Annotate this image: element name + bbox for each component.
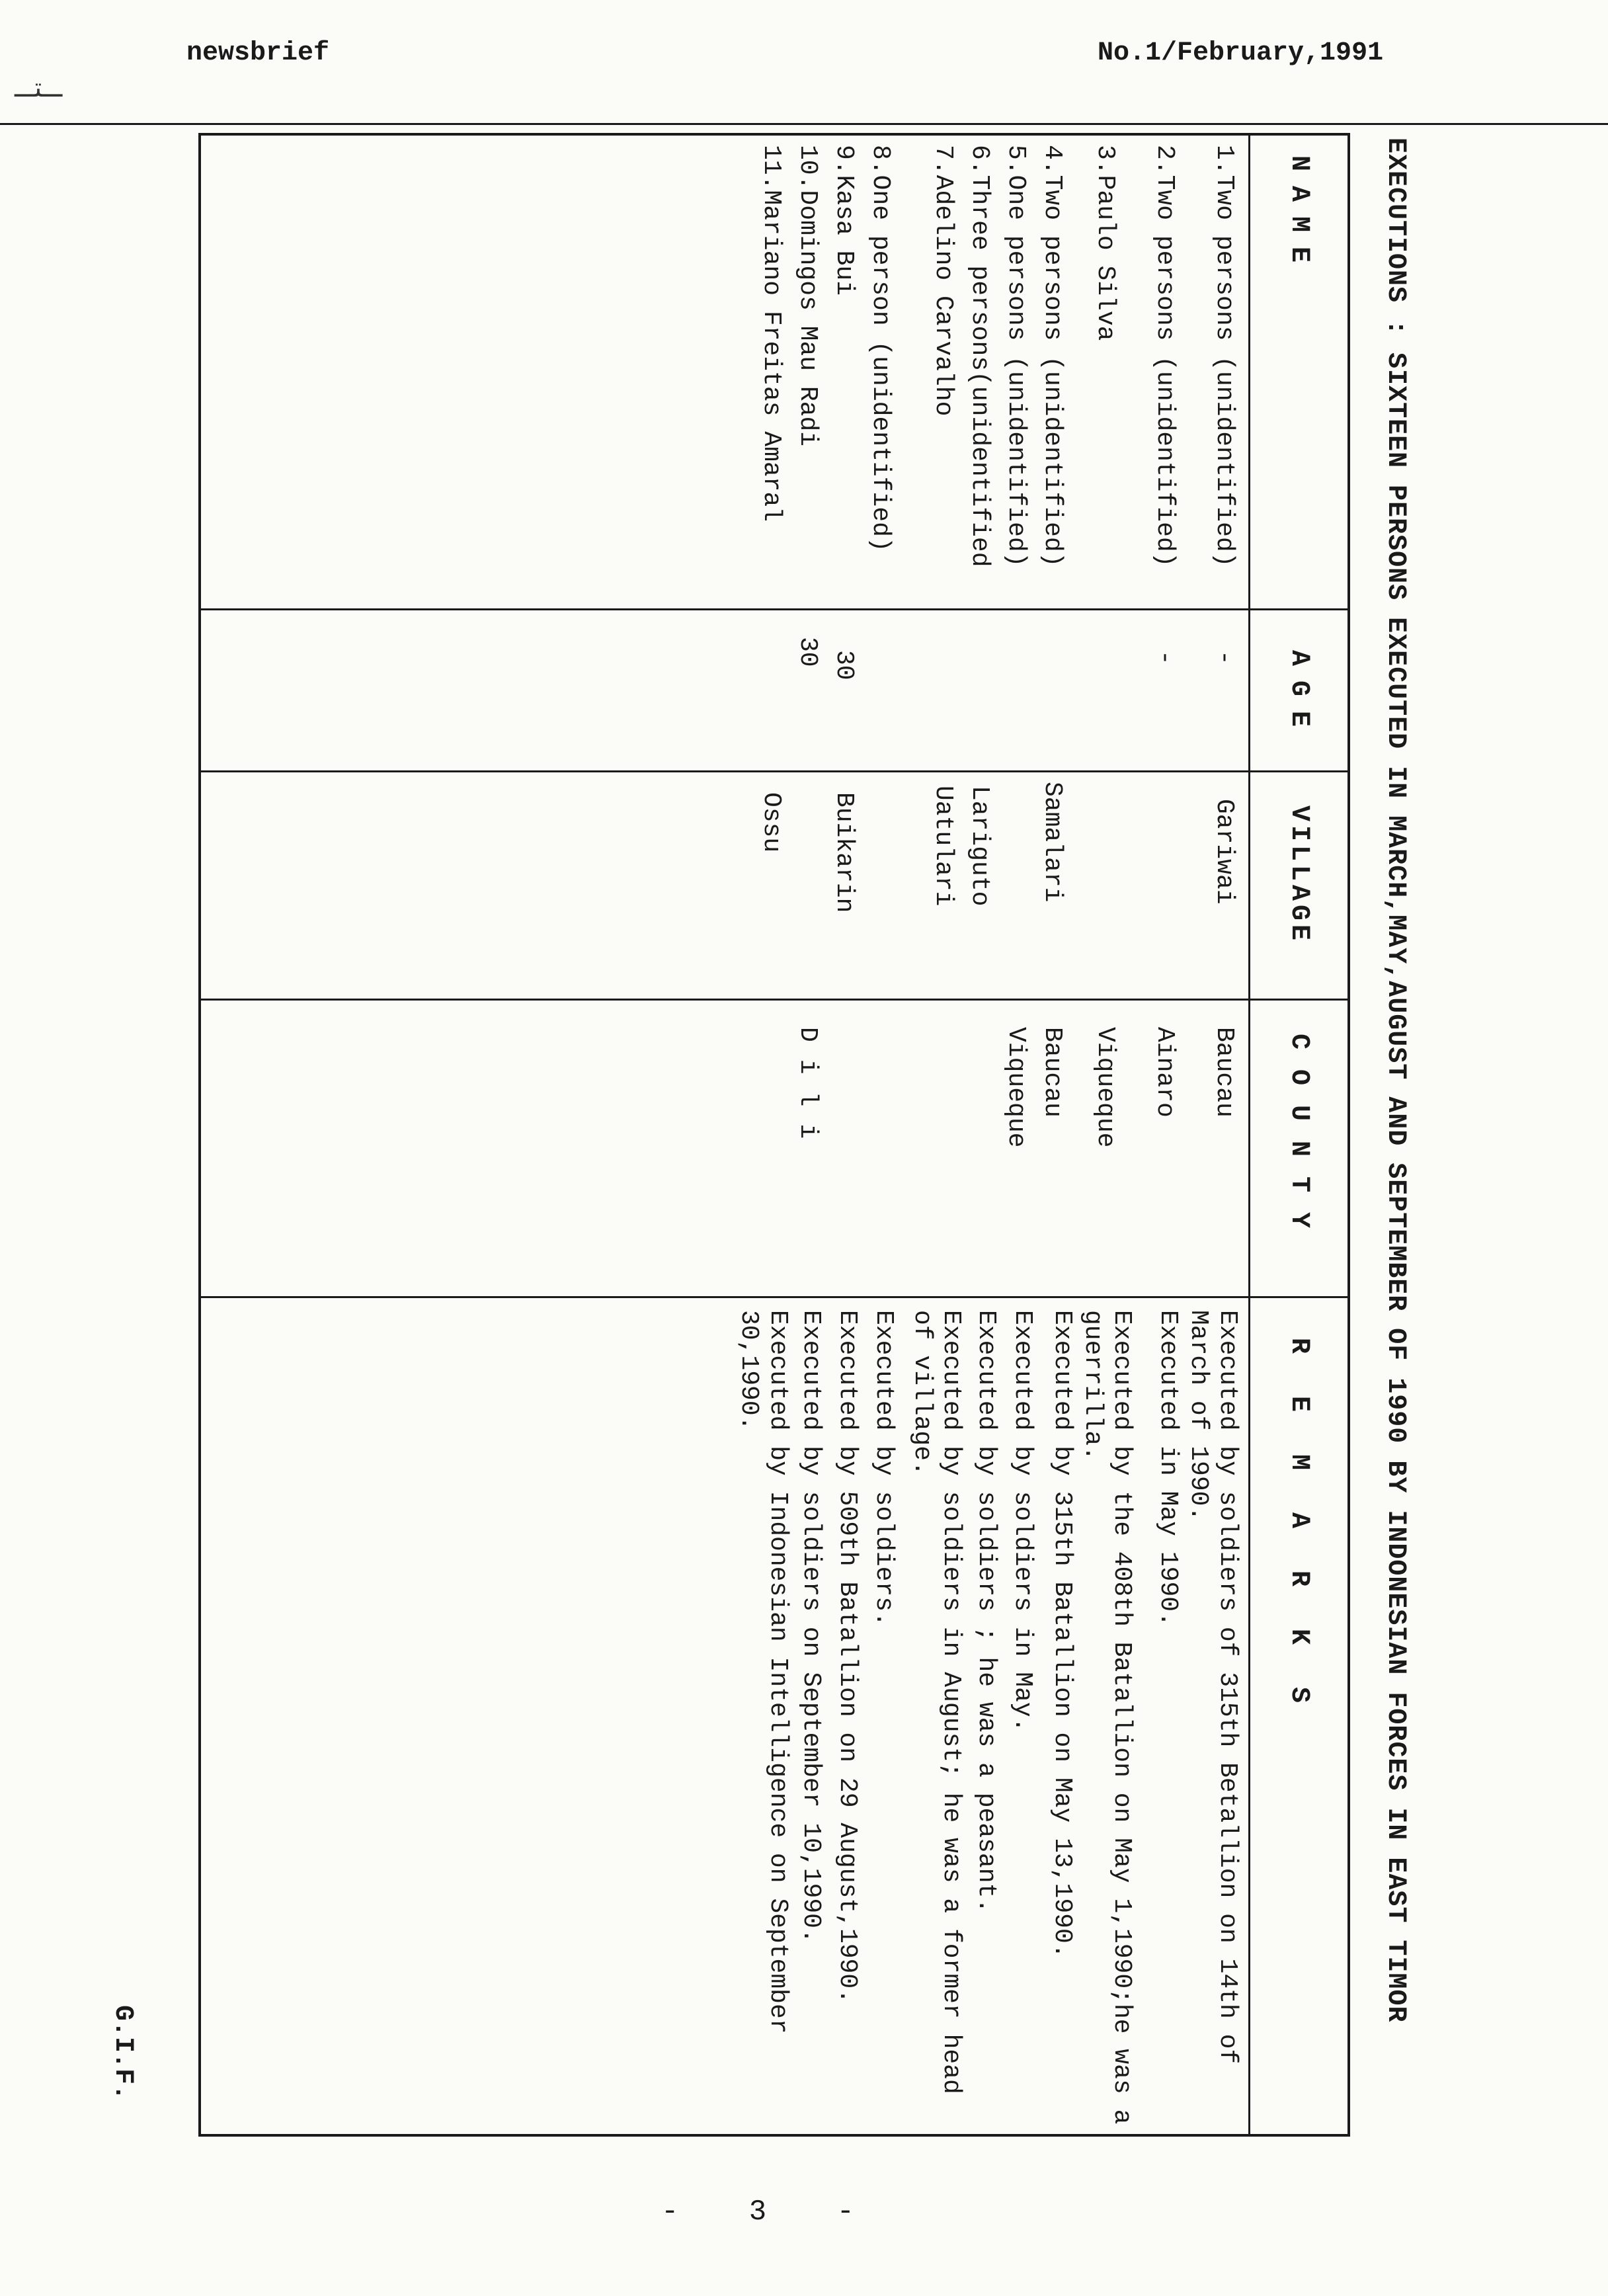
village-cell: Buikarin (830, 792, 858, 913)
remarks-cell: Executed by soldiers in May. (1008, 1310, 1037, 1733)
county-cell: Baucau (1210, 1027, 1238, 1118)
village-cell: Uatulari (929, 786, 957, 907)
age-cell: - (1150, 650, 1179, 665)
age-cell: - (1210, 650, 1238, 665)
remarks-cell: Executed by soldiers of 315th Betallion on 14th of March of 1990. (1184, 1310, 1242, 2065)
table-row: 11.Mariano Freitas Amaral (757, 145, 785, 522)
executions-table (198, 133, 1350, 2137)
village-cell: Lariguto (965, 786, 994, 907)
header-rule (0, 123, 1608, 125)
remarks-cell: Executed by the 408th Batallion on May 1,1990;he was a guerrilla. (1078, 1310, 1136, 2125)
page-number: - 3 - (661, 2195, 881, 2229)
author-initials: G.I.F. (108, 2005, 138, 2101)
remarks-header: REMARKS (1248, 1298, 1347, 2134)
table-row: 1.Two persons (unidentified) (1210, 145, 1238, 567)
county-column (201, 999, 1347, 1296)
name-header: NAME (1248, 136, 1347, 608)
remarks-column (201, 1296, 1347, 2134)
county-cell: Ainaro (1150, 1027, 1179, 1118)
newsletter-name: newsbrief (186, 38, 330, 68)
village-header: VILLAGE (1248, 772, 1347, 999)
table-row: 3.Paulo Silva (1091, 145, 1119, 341)
remarks-cell: Executed by soldiers in August; he was a former head of village. (908, 1310, 965, 2094)
margin-mark: ـتـ (15, 75, 63, 105)
village-cell: Samalari (1038, 782, 1066, 903)
village-cell: Ossu (757, 792, 785, 853)
issue-date: No.1/February,1991 (1098, 38, 1384, 68)
table-row: 10.Domingos Mau Radi (793, 145, 822, 447)
age-cell: 30 (793, 637, 822, 667)
age-header: AGE (1248, 610, 1347, 770)
county-header: COUNTY (1248, 1001, 1347, 1296)
remarks-cell: Executed by Indonesian Intelligence on September 30,1990. (735, 1310, 792, 2034)
remarks-cell: Executed by 315th Batallion on May 13,1990. (1048, 1310, 1076, 1959)
table-row: 8.One person (unidentified) (866, 145, 895, 552)
county-cell: Baucau (1038, 1027, 1066, 1118)
age-cell: 30 (830, 650, 858, 680)
table-title: EXECUTIONS : SIXTEEN PERSONS EXECUTED IN MARCH,MAY,AUGUST AND SEPTEMBER OF 1990 BY INDONESIAN FORCES IN EAST TIMOR (1381, 138, 1410, 2023)
remarks-cell: Executed by soldiers ; he was a peasant. (972, 1310, 1000, 1914)
table-row: 4.Two persons (unidentified) (1038, 145, 1066, 567)
county-cell: Viqueque (1002, 1027, 1030, 1148)
remarks-cell: Executed by 509th Batallion on 29 August,1990. (833, 1310, 862, 2004)
county-cell: Dili (793, 1027, 822, 1157)
remarks-cell: Executed by soldiers on September 10,1990. (797, 1310, 825, 1944)
village-cell: Gariwai (1210, 799, 1238, 905)
village-column (201, 770, 1347, 999)
table-row: 5.One persons (unidentified) (1002, 145, 1030, 567)
table-row: 9.Kasa Bui (830, 145, 858, 296)
table-row: 6.Three persons(unidentified (965, 145, 994, 567)
table-row: 2.Two persons (unidentified) (1150, 145, 1179, 567)
table-row: 7.Adelino Carvalho (929, 145, 957, 417)
rotated-table-block (165, 130, 1422, 2140)
remarks-cell: Executed by soldiers. (869, 1310, 898, 1627)
remarks-cell: Executed in May 1990. (1154, 1310, 1182, 1627)
county-cell: Viqueque (1091, 1027, 1119, 1148)
age-column (201, 608, 1347, 770)
name-column (201, 136, 1347, 608)
